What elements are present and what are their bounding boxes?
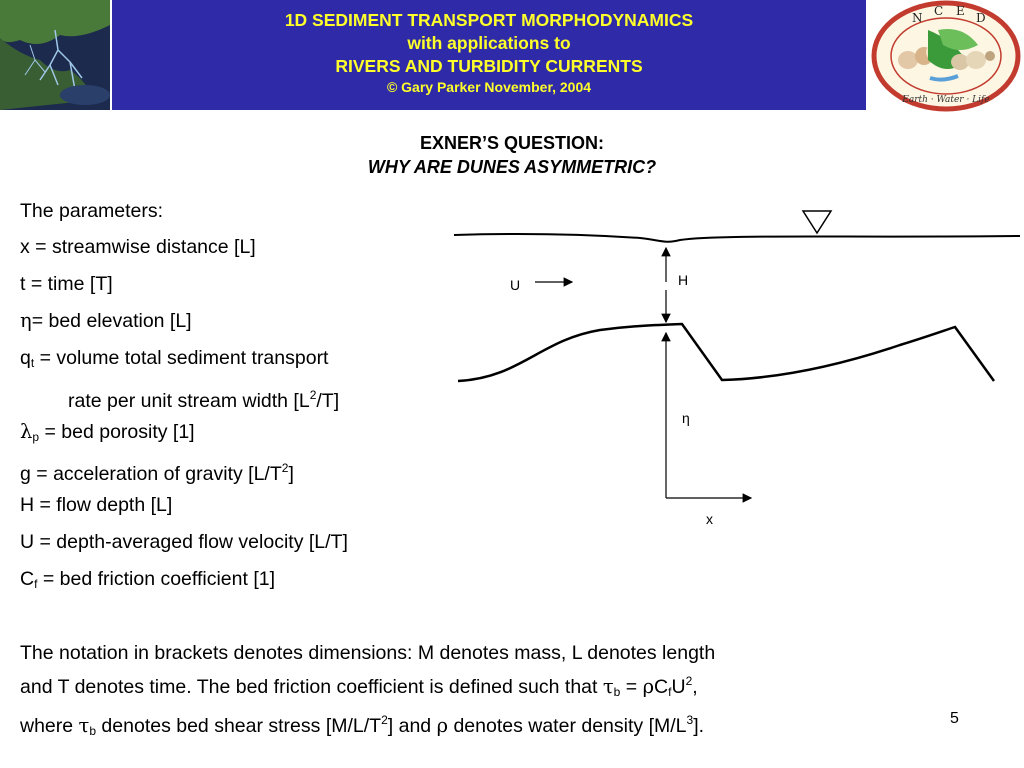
rho-symbol: ρ [642,675,655,698]
g-b: ] [288,463,294,485]
title-line-2: WHY ARE DUNES ASYMMETRIC? [367,157,657,177]
cf-sub: f [34,577,38,591]
qt-cont-a: rate per unit stream width [L [68,390,310,412]
lambda-sub: p [32,430,40,444]
water-surface-triangle-icon [803,211,831,233]
logo-letter-d: D [976,11,986,25]
fn-line2-end: , [692,676,698,698]
qt-cont-b: /T] [316,390,340,412]
notation-footnote [20,639,950,745]
logo-motto: Earth · Water · Life [902,95,990,105]
diagram-u-label: U [510,277,521,293]
fn-sup3: 3 [686,713,694,727]
lambda-symbol: λ [20,420,33,443]
logo-letter-n: N [912,11,923,25]
water-surface-line [454,234,1020,242]
logo-letter-e: E [956,4,965,18]
fn-c: C [654,676,669,698]
banner-copyright: © Gary Parker November, 2004 [386,79,592,95]
diagram-h-label: H [678,272,689,288]
fn-u: U [671,676,686,698]
param-x: x = streamwise distance [L] [20,236,256,258]
rho-symbol-2: ρ [436,714,449,737]
param-u: U = depth-averaged flow velocity [L/T] [20,531,348,553]
title-line-1: EXNER’S QUESTION: [419,133,605,153]
param-h: H = flow depth [L] [20,494,173,516]
logo-letter-c: C [934,4,944,18]
footnote-line-3 [20,706,950,745]
fn-sup2: 2 [381,713,388,727]
diagram-eta-label: η [682,410,690,426]
fn-line3-c: ] and [387,715,437,737]
footnote-line-1: The notation in brackets denotes dimensions: M denotes mass, L denotes length [20,642,716,664]
tau-sub: b [613,685,621,699]
banner-line-3: RIVERS AND TURBIDITY CURRENTS [335,56,643,76]
g-sup: 2 [281,461,289,475]
param-eta-text: = bed elevation [L] [31,310,192,332]
fn-line3-b: denotes bed shear stress [M/L/T [96,715,382,737]
footnote-line-2 [20,667,950,706]
param-qt-text: = volume total sediment transport [34,347,329,369]
g-a: g = acceleration of gravity [L/T [20,463,282,485]
fn-c-sub: f [668,685,672,699]
params-intro: The parameters: [20,200,164,222]
dune-bed-profile [458,324,994,381]
param-lambda-text: = bed porosity [1] [39,421,195,443]
tau-symbol-2: τ [78,714,90,737]
qt-sub: t [30,356,35,370]
banner-line-1: 1D SEDIMENT TRANSPORT MORPHODYNAMICS [284,10,694,30]
cf-c: C [20,568,35,590]
fn-u-sup: 2 [685,674,693,688]
qt-q: q [20,347,31,369]
fn-line3-a: where [20,715,79,737]
fn-line2-a: and T denotes time. The bed friction coefficient is defined such that [20,676,603,698]
fn-eq: = [620,676,643,698]
diagram-x-label: x [706,511,713,527]
qt-cont-sup: 2 [309,388,317,402]
fn-line3-e: ]. [693,715,705,737]
param-cf-text: = bed friction coefficient [1] [37,568,276,590]
eta-symbol: η [20,309,32,332]
tau2-sub: b [89,724,97,738]
tau-symbol: τ [602,675,614,698]
banner-line-2: with applications to [407,33,571,53]
fn-line3-d: denotes water density [M/L [448,715,687,737]
page-number: 5 [950,710,959,727]
param-t: t = time [T] [20,273,113,295]
